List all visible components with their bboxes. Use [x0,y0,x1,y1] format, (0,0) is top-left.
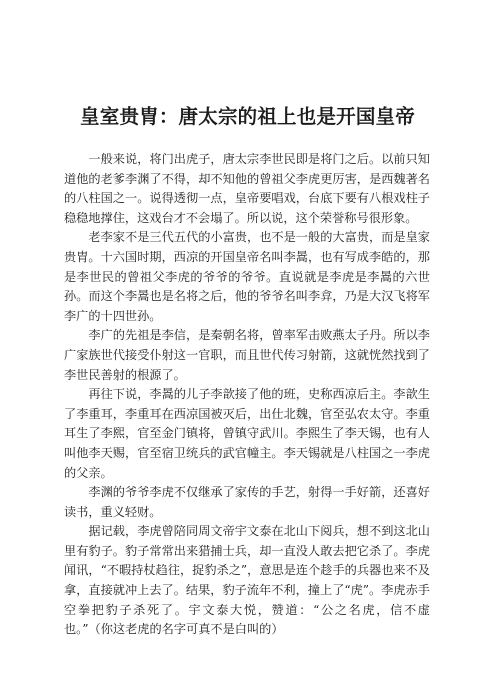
paragraph-5: 李渊的爷爷李虎不仅继承了家传的手艺，射得一手好箭，还喜好读书，重义轻财。 [64,485,430,519]
article-body [64,150,430,640]
paragraph-1: 一般来说，将门出虎子，唐太宗李世民即是将门之后。以前只知道他的老爹李渊了不得，却不知他的曾祖父李虎更厉害，是西魏著名的八柱国之一。说得透彻一点，皇帝要唱戏，台底下要有八根戏柱子稳稳地撑住，这戏台才不会塌了。所以说，这个荣誉称号很形象。 [64,152,430,225]
paragraph-6: 据记载，李虎曾陪同周文帝宇文泰在北山下阅兵，想不到这北山里有豹子。豹子常常出来猎捕士兵，却一直没人敢去把它杀了。李虎闻讯，“不暇持杖趋往，捉豹杀之”，意思是连个趁手的兵器也来不及拿，直接就冲上去了。结果，豹子流年不利，撞上了“虎”。李虎赤手空拳把豹子杀死了。宇文泰大悦，赞道：“公之名虎，信不虚也。”（你这老虎的名字可真不是白叫的） [64,524,430,637]
paragraph-3: 李广的先祖是李信，是秦朝名将，曾率军击败燕太子丹。所以李广家族世代接受仆射这一官职，而且世代传习射箭，这就恍然找到了李世民善射的根源了。 [64,328,430,382]
paragraph-4: 再往下说，李暠的儿子李歆接了他的班，史称西凉后主。李歆生了李重耳，李重耳在西凉国被灭后，出仕北魏，官至弘农太守。李重耳生了李熙，官至金门镇将，曾镇守武川。李熙生了李天锡，也有人叫他李天赐，官至宿卫统兵的武官幢主。李天锡就是八柱国之一李虎的父亲。 [64,387,430,480]
document-title: 皇室贵胄：唐太宗的祖上也是开国皇帝 [80,105,415,128]
paragraph-2: 老李家不是三代五代的小富贵，也不是一般的大富贵，而是皇家贵胄。十六国时期，西凉的开国皇帝名叫李暠，也有写成李皓的，那是李世民的曾祖父李虎的爷爷的爷爷。直说就是李虎是李暠的六世孙。而这个李暠也是名将之后，他的爷爷名叫李弇，乃是大汉飞将军李广的十四世孙。 [64,230,430,323]
